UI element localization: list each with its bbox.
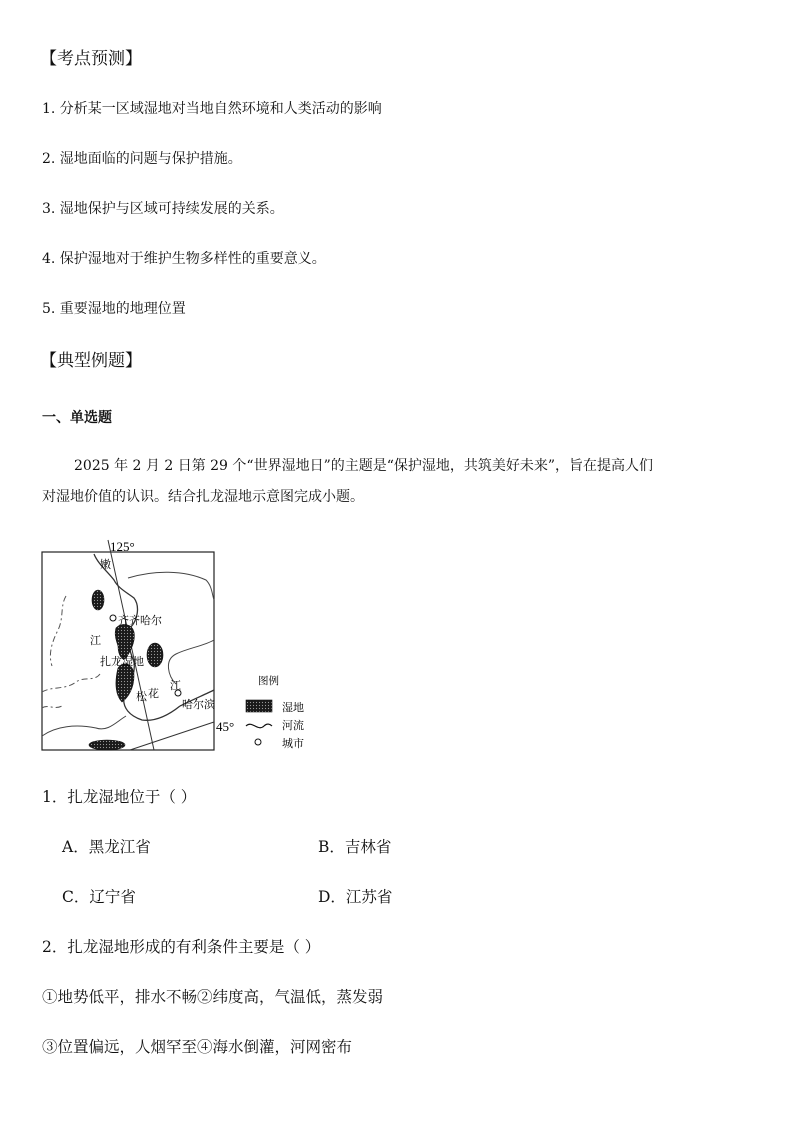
legend-wetland-swatch [246, 700, 272, 712]
q1-option-c[interactable]: C．辽宁省 [62, 888, 136, 906]
qiqihar-label: 齐齐哈尔 [118, 614, 162, 627]
q1-option-d[interactable]: D．江苏省 [318, 888, 393, 906]
harbin-label: 哈尔滨 [182, 698, 215, 711]
nen-label: 嫩 [100, 558, 111, 571]
point-3: 3. 湿地保护与区域可持续发展的关系。 [42, 201, 284, 217]
intro-line-2: 对湿地价值的认识。结合扎龙湿地示意图完成小题。 [42, 489, 364, 505]
legend-title: 图例 [258, 675, 279, 687]
part-title: 一、单选题 [42, 410, 112, 426]
q1-option-b[interactable]: B．吉林省 [318, 838, 392, 856]
section-title-examples: 【典型例题】 [40, 351, 142, 371]
qiqihar-city-marker [110, 615, 116, 621]
legend-river-symbol [246, 724, 272, 728]
point-4: 4. 保护湿地对于维护生物多样性的重要意义。 [42, 251, 326, 267]
latitude-label: 45° [216, 719, 235, 734]
wetland-patch [89, 740, 125, 750]
zhalong-wetland-map [36, 536, 316, 756]
jiang-label: 江 [90, 634, 101, 647]
wetland-patch [147, 643, 163, 667]
songhua-label-2: 花 [148, 687, 159, 700]
intro-line-1: 2025 年 2 月 2 日第 29 个“世界湿地日”的主题是“保护湿地，共筑美好未来”，旨在提高人们 [74, 458, 654, 474]
question-2-stem: 2．扎龙湿地形成的有利条件主要是（ ） [42, 938, 321, 956]
q2-statement-line-2: ③位置偏远，人烟罕至④海水倒灌，河网密布 [42, 1038, 353, 1056]
songhua-label-3: 江 [170, 679, 181, 692]
wetland-patch [92, 590, 104, 610]
map-legend [246, 674, 304, 750]
section-title-forecast: 【考点预测】 [40, 49, 142, 69]
zhalong-label: 扎龙湿地 [100, 655, 144, 668]
legend-city-label: 城市 [282, 737, 304, 750]
point-1: 1. 分析某一区域湿地对当地自然环境和人类活动的影响 [42, 101, 382, 117]
q1-option-a[interactable]: A．黑龙江省 [62, 838, 151, 856]
legend-river-label: 河流 [282, 719, 304, 732]
songhua-label-1: 松 [136, 690, 147, 703]
point-5: 5. 重要湿地的地理位置 [42, 301, 186, 317]
point-2: 2. 湿地面临的问题与保护措施。 [42, 151, 242, 167]
question-1-stem: 1．扎龙湿地位于（ ） [42, 788, 197, 806]
legend-city-symbol [255, 739, 261, 745]
q2-statement-line-1: ①地势低平，排水不畅②纬度高，气温低，蒸发弱 [42, 988, 384, 1006]
longitude-label: 125° [110, 539, 135, 554]
legend-wetland-label: 湿地 [282, 701, 304, 714]
